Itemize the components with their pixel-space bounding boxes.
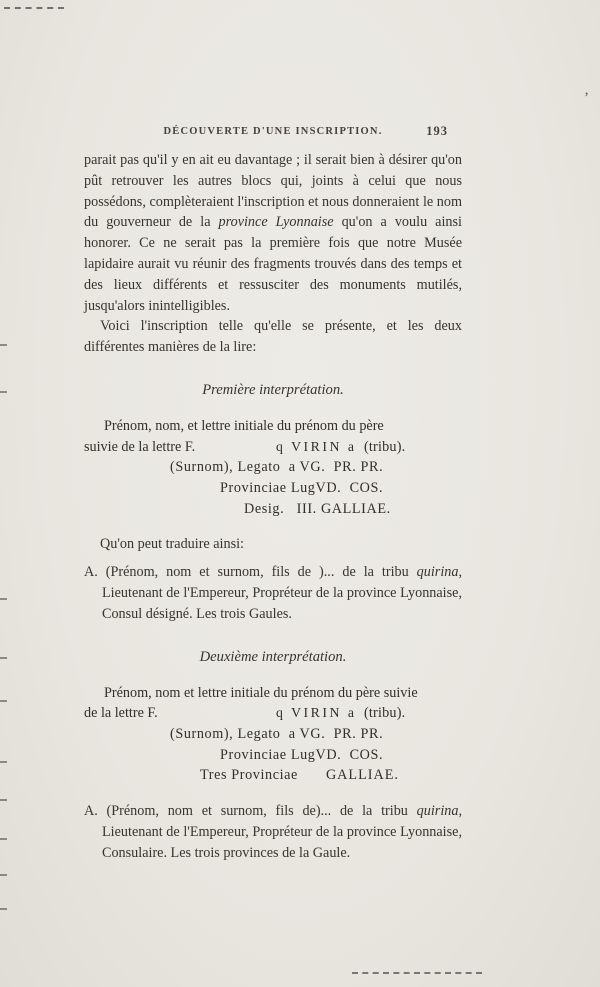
text-column — [84, 126, 462, 864]
italic-phrase-province-lyonnaise: province Lyonnaise — [218, 214, 334, 231]
inscription-line: (Surnom), Legato a VG. PR. PR. — [170, 459, 384, 476]
scan-artifact-margin-tick — [0, 838, 7, 840]
inscription-line: Prénom, nom et lettre initiale du prénom du père suivie — [104, 684, 418, 701]
inscription-block-second — [84, 683, 462, 787]
paragraph-continuation — [84, 150, 462, 316]
page-number: 193 — [426, 124, 448, 138]
scan-artifact-margin-tick — [0, 908, 7, 910]
paragraph-traduire: Qu'on peut traduire ainsi: — [100, 536, 245, 553]
inscription-tribu: (tribu). — [356, 705, 406, 722]
heading-second-interpretation: Deuxième interprétation. — [199, 648, 347, 665]
inscription-line-left: de la lettre F. — [84, 705, 158, 722]
scan-artifact-margin-tick — [0, 799, 7, 801]
inscription-line: (Surnom), Legato a VG. PR. PR. — [170, 726, 384, 743]
scan-artifact-margin-tick — [0, 761, 7, 763]
scan-artifact-margin-tick — [0, 657, 7, 659]
italic-phrase-quirina: quirina — [416, 564, 459, 581]
inscription-line — [84, 703, 462, 724]
inscription-line: Desig. III. GALLIAE. — [244, 500, 391, 517]
inscription-line-right — [276, 703, 405, 724]
paragraph-text: A. (Prénom, nom et surnom, fils de )... de la tribu — [84, 564, 417, 581]
running-header — [84, 126, 462, 137]
inscription-line: Provinciae LugVD. COS. — [220, 746, 384, 763]
scan-artifact-margin-tick — [0, 700, 7, 702]
inscription-line — [84, 437, 462, 458]
scan-artifact-bottom-right-dashes — [352, 972, 482, 974]
inscription-virina: q VIRIN a — [276, 705, 357, 721]
scan-artifact-margin-tick — [0, 344, 7, 346]
inscription-line: Provinciae LugVD. COS. — [220, 480, 384, 497]
scan-artifact-top-left-dashes — [4, 7, 64, 9]
heading-first-interpretation: Première interprétation. — [202, 381, 344, 398]
paragraph-text: qu'on a voulu ainsi honorer. Ce ne serait pas la première fois que notre Musée lapidaire aurait vu réunir des fragments trouvés dans des temps et des lieux différents et ressusciter des monuments mutilés, jusqu'alors inintelligibles. — [84, 214, 462, 314]
paragraph-text: A. (Prénom, nom et surnom, fils de)... de la tribu — [84, 803, 417, 820]
inscription-line — [84, 765, 462, 786]
inscription-block-first — [84, 416, 462, 520]
running-title: DÉCOUVERTE D'UNE INSCRIPTION. — [163, 126, 383, 137]
paragraph-text: , Lieutenant de l'Empereur, Propréteur de la province Lyonnaise, Consulaire. Les trois provinces de la Gaule. — [102, 803, 462, 861]
paragraph-voici: Voici l'inscription telle qu'elle se présente, et les deux différentes manières de la lire: — [84, 318, 462, 356]
inscription-virina: q VIRIN a — [276, 438, 357, 454]
inscription-line: Prénom, nom, et lettre initiale du prénom du père — [104, 417, 384, 434]
scan-artifact-margin-tick — [0, 598, 7, 600]
scan-artifact-right-mark: ’ — [584, 90, 589, 106]
inscription-line-left: suivie de la lettre F. — [84, 438, 196, 455]
paragraph-translation-second — [84, 801, 462, 863]
paragraph-text: , Lieutenant de l'Empereur, Propréteur de la province Lyonnaise, Consul désigné. Les trois Gaules. — [102, 564, 462, 622]
inscription-line-right: GALLIAE. — [325, 767, 399, 784]
paragraph-text: parait pas qu'il y en ait eu davantage ; il serait bien à désirer qu'on pût retrouver les autres blocs qui, joints à celui que nous possédons, complèteraient l'inscription et nous donneraient le nom du gouverneur de la — [84, 152, 462, 231]
paragraph-translation-first — [84, 562, 462, 624]
scan-artifact-margin-tick — [0, 391, 7, 393]
inscription-tribu: (tribu). — [356, 438, 406, 455]
inscription-line-left: Tres Provinciae — [200, 767, 298, 784]
inscription-line-right — [276, 437, 405, 458]
scan-artifact-margin-tick — [0, 874, 7, 876]
italic-phrase-quirina: quirina — [416, 803, 459, 820]
